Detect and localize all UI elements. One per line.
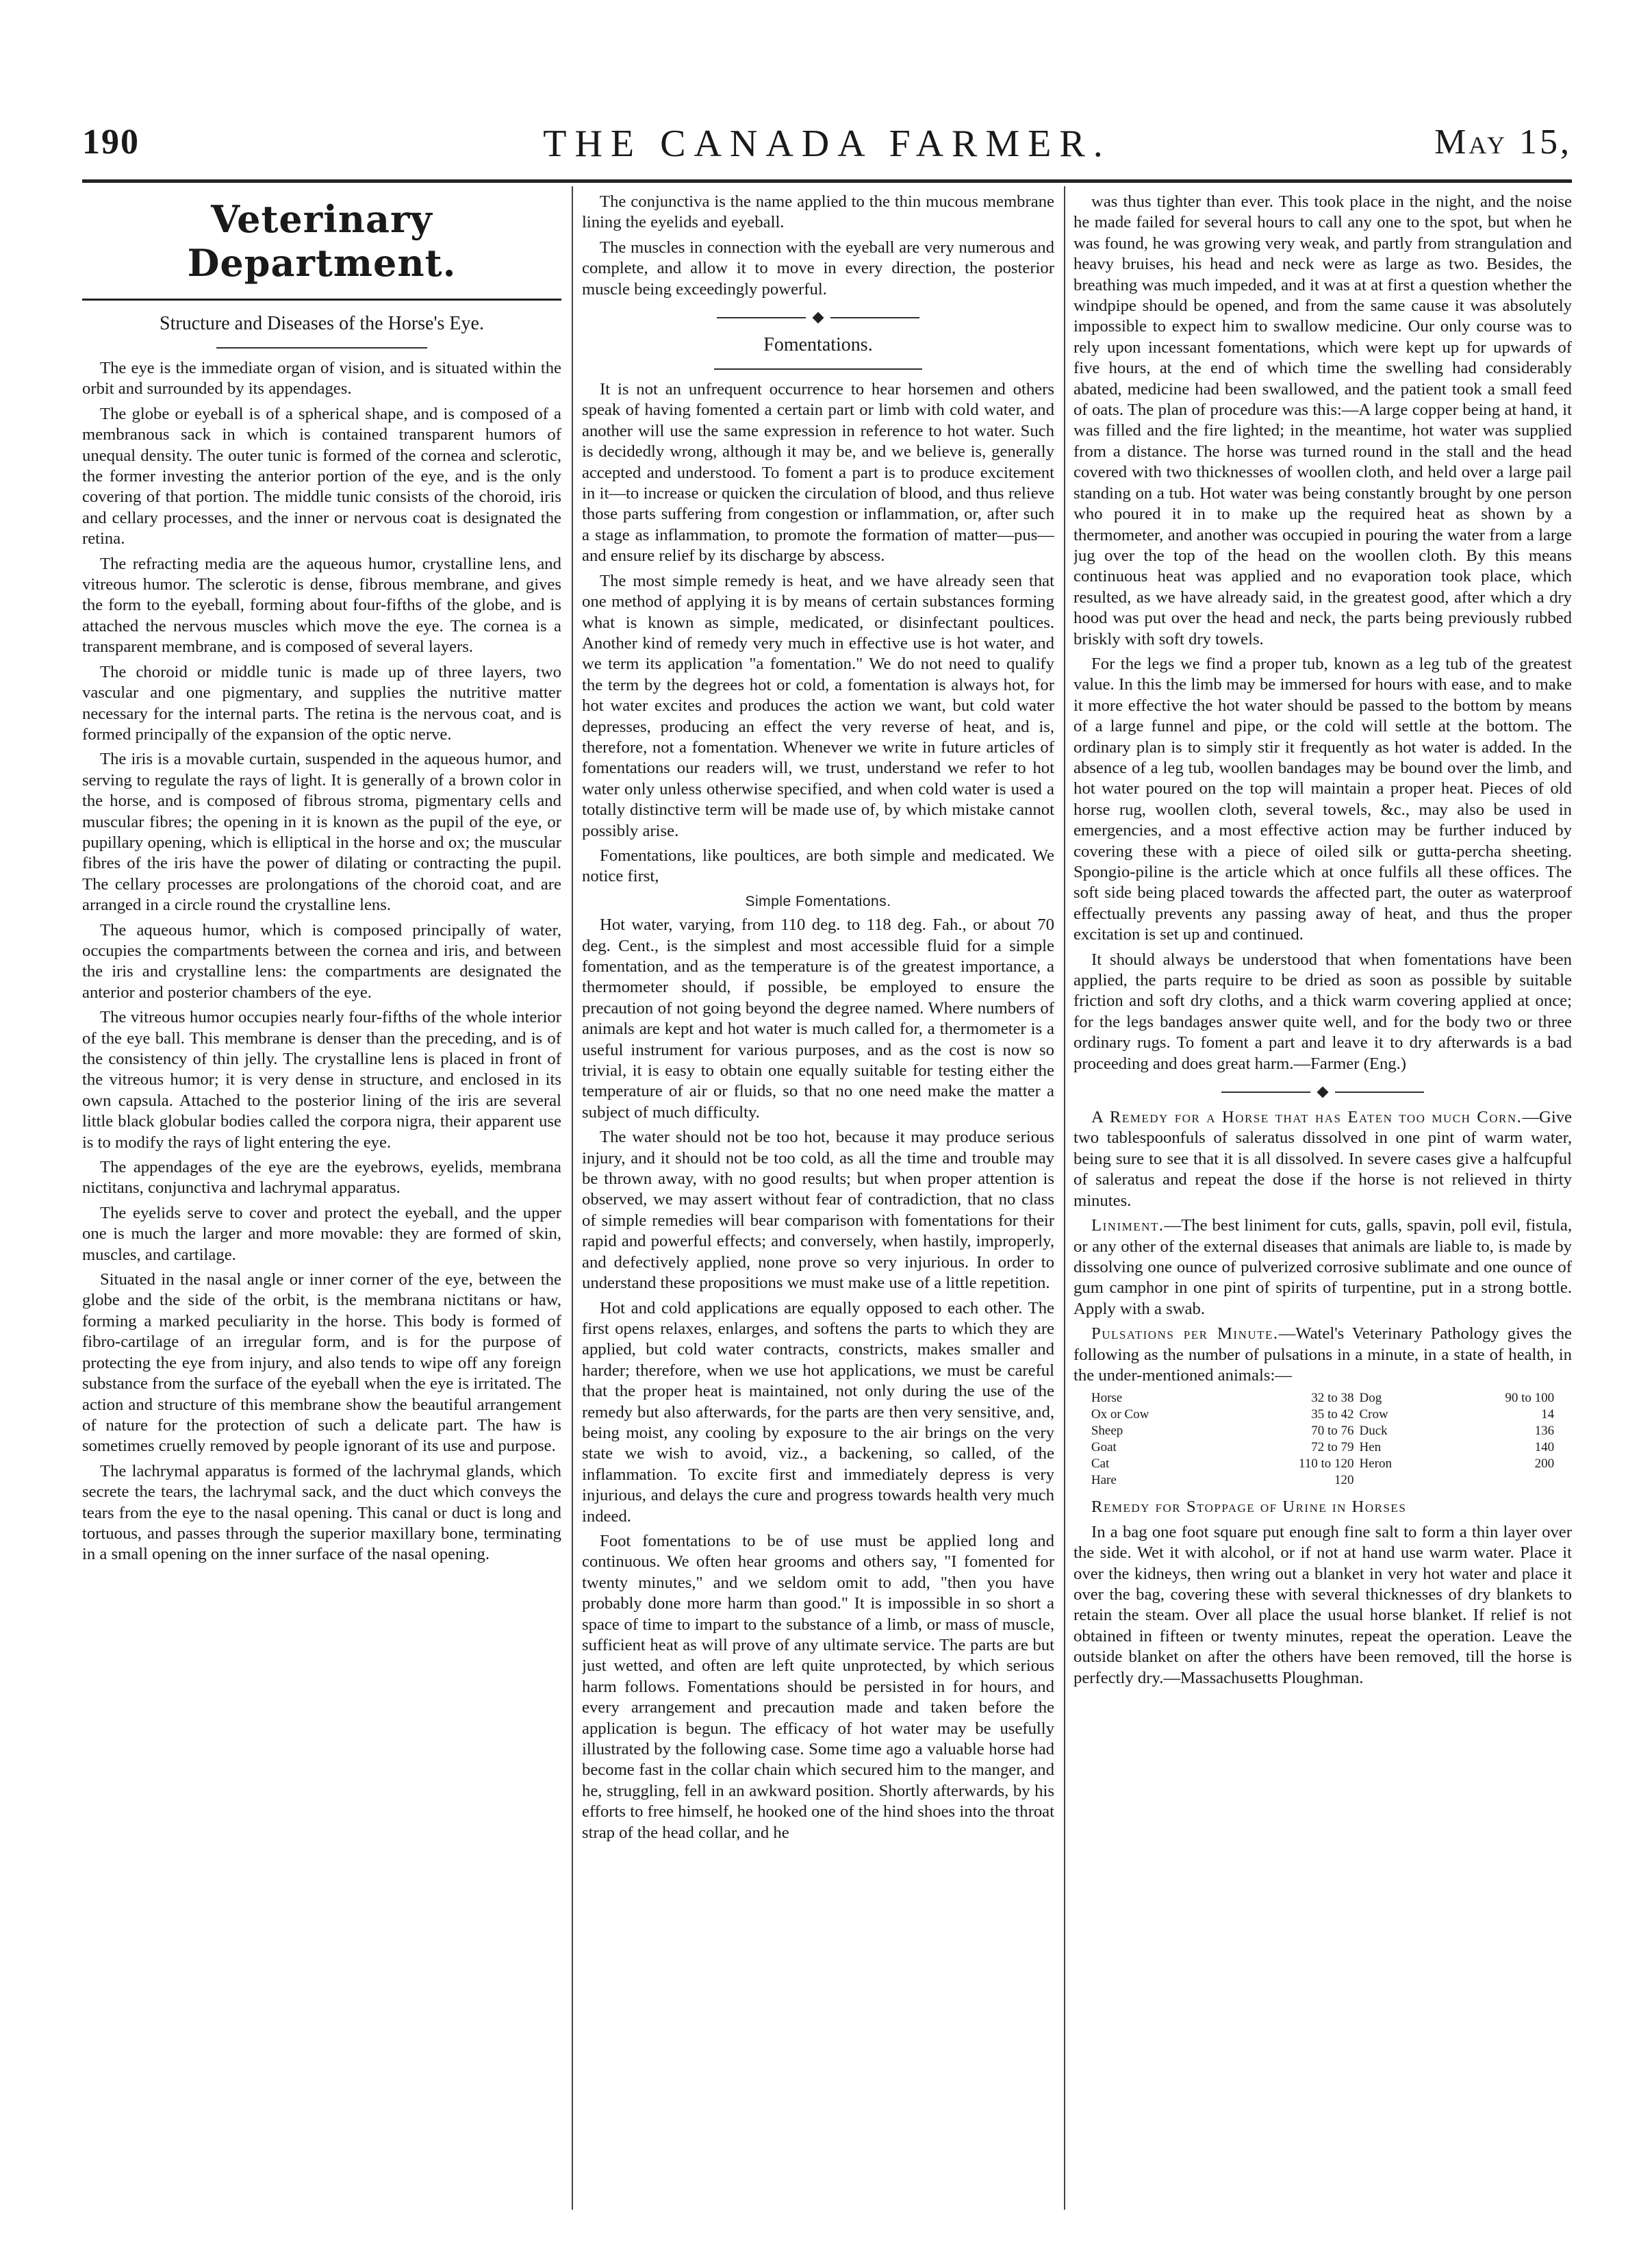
paragraph: The refracting media are the aqueous humor, crystalline lens, and vitreous humor. The sclerotic is dense, fibrous membrane, and gives the form to the eyeball, forming about four-fifths of the globe, and is attached the nervous muscles which move the eye. The cornea is a transparent membrane, and is composed of several layers.: [82, 554, 561, 657]
liniment-paragraph: [1073, 1215, 1572, 1320]
paragraph: The most simple remedy is heat, and we have already seen that one method of applying it is by means of certain substances forming what is known as simple, medicated, or disinfectant poultices. Another kind of remedy very much in effective use is hot water, and we term its application "a fomentation." We do not need to qualify the term by the degrees hot or cold, a fomentation is always hot, for hot water excites and produces the action we want, but cold water depresses, producing an effect the very reverse of heat, and is, therefore, not a fomentation. Whenever we write in future articles of fomentations our readers will, we trust, understand we refer to hot water only unless otherwise specified, and when cold water is used a totally distinctive term will be made use of, by which mistake cannot possibly arise.: [582, 571, 1054, 840]
pulse-range: 35 to 42: [1311, 1407, 1354, 1422]
paragraph: Hot water, varying, from 110 deg. to 118 deg. Fah., or about 70 deg. Cent., is the simplest and most accessible fluid for a simple fomentation, and as the temperature is of the greatest importance, a thermometer should, if possible, be employed to ensure the precaution of not going beyond the degree named. Where numbers of animals are kept and hot water is much called for, a thermometer is a useful instrument for various purposes, and as the cost is now so trivial, it is easy to obtain one equally suitable for testing either the temperature of air or fluids, so that no one need make the matter a subject of much difficulty.: [582, 916, 1054, 1122]
issue-date: May 15,: [1434, 123, 1572, 162]
pulse-range: 200: [1534, 1456, 1555, 1472]
table-row: [1089, 1423, 1557, 1439]
pulse-range: 32 to 38: [1311, 1391, 1354, 1406]
section-divider: [1073, 1084, 1572, 1098]
table-row: [1089, 1390, 1557, 1406]
column-divider: [1064, 186, 1065, 2210]
paragraph: Situated in the nasal angle or inner corner of the eye, between the globe and the side of the orbit, is the membrana nictitans or haw, forming a marked peculiarity in the horse. This body is formed of fibro-cartilage of an irregular form, and is for the purpose of protecting the eye from injury, and also tends to wipe off any foreign substance from the surface of the eyeball when the eye is irritated. The action and structure of this membrane show the beautiful arrangement of nature for the protection of such a delicate part. The haw is sometimes cruelly removed by people ignorant of its use and purpose.: [82, 1270, 561, 1456]
paragraph: It should always be understood that when fomentations have been applied, the parts require to be dried as soon as possible by suitable friction and soft dry cloths, and a thick warm covering applied at once; for the legs bandages answer quite well, and for the body two or three ordinary rugs. To foment a part and leave it to dry afterwards is a bad proceeding and does great harm.—Farmer (Eng.): [1073, 950, 1572, 1073]
item-title: A Remedy for a Horse that has Eaten too much Corn.: [1091, 1108, 1523, 1127]
item-title: Pulsations per Minute.: [1091, 1324, 1279, 1343]
pulsations-paragraph: [1073, 1324, 1572, 1386]
title-rule: [216, 347, 427, 349]
page-number: 190: [82, 123, 140, 162]
remedy-corn-paragraph: [1073, 1107, 1572, 1211]
animal-name: Ox or Cow: [1091, 1407, 1149, 1422]
pulse-range: 136: [1534, 1424, 1555, 1439]
paragraph: The vitreous humor occupies nearly four-fifths of the whole interior of the eye ball. This membrane is denser than the preceding, and is of the consistency of thin jelly. The crystalline lens is placed in front of the vitreous humor; it is very dense in structure, and enclosed in its own capsula. Attached to the posterior lining of the iris are several little black globular bodies called the corpora nigra, their apparent use is to modify the rays of light entering the eye.: [82, 1008, 561, 1152]
paragraph: The eye is the immediate organ of vision, and is situated within the orbit and surrounded by its appendages.: [82, 359, 561, 399]
masthead: [82, 118, 1572, 179]
pulse-range: 140: [1534, 1440, 1555, 1455]
title-rule: [714, 368, 922, 370]
column-1: [82, 192, 561, 2201]
paragraph: The water should not be too hot, because it may produce serious injury, and it should not be too cold, as all the time and trouble may be thrown away, with no good results; but when proper attention is observed, we may assert without fear of contradiction, that no class of simple remedies will bear comparison with fomentations for their rapid and powerful effects; and conversely, when hastily, improperly, and defectively applied, none prove so very injurious. In order to understand these propositions we must make use of a little repetition.: [582, 1128, 1054, 1293]
paragraph: Foot fomentations to be of use must be applied long and continuous. We often hear grooms and others say, "I fomented for twenty minutes," and we seldom omit to add, "then you have probably done more harm than good." It is impossible in so short a space of time to impart to the substance of a limb, or mass of muscle, sufficient heat as will prove of any ultimate service. The parts are but just wetted, and often are left quite unprotected, by which serious harm follows. Fomentations should be persisted in for hours, and every arrangement and precaution made and taken before the application is begun. The efficacy of hot water may be usefully illustrated by the following case. Some time ago a valuable horse had become fast in the collar chain which secured him to the manger, and he, struggling, fell in an awkward position. Shortly afterwards, by his efforts to free himself, he hooked one of the hind shoes into the throat strap of the head collar, and he: [582, 1531, 1054, 1842]
paragraph: The aqueous humor, which is composed principally of water, occupies the compartments between the cornea and iris, and between the iris and crystalline lens: the compartments are designated the anterior and posterior chambers of the eye.: [82, 920, 561, 1002]
heading-rule: [82, 299, 561, 301]
column-divider: [572, 186, 573, 2210]
paragraph: The conjunctiva is the name applied to the thin mucous membrane lining the eyelids and eyeball.: [582, 192, 1054, 232]
masthead-rule: [82, 179, 1572, 183]
pulsation-table: [1089, 1390, 1557, 1489]
paragraph: Fomentations, like poultices, are both simple and medicated. We notice first,: [582, 846, 1054, 886]
paragraph: The appendages of the eye are the eyebrows, eyelids, membrana nictitans, conjunctiva and lachrymal apparatus.: [82, 1158, 561, 1198]
item-text: —The best liniment for cuts, galls, spavin, poll evil, fistula, or any other of the external diseases that animals are liable to, is made by dissolving one ounce of pulverized corrosive sublimate and one ounce of gum camphor in one pint of spirits of turpentine, put in a strong bottle. Apply with a swab.: [1073, 1216, 1572, 1318]
item-text: —Watel's Veterinary Pathology gives the following as the number of pulsations in a minute, in a state of health, in the under-mentioned animals:—: [1073, 1324, 1572, 1385]
department-heading: Veterinary Department.: [187, 197, 457, 285]
item-title: Liniment.: [1091, 1216, 1165, 1235]
paragraph: The iris is a movable curtain, suspended in the aqueous humor, and serving to regulate the rays of light. It is generally of a brown color in the horse, and is composed of fibrous stroma, pigmentary cells and muscular fibres; the opening in it is known as the pupil of the eye, or pupillary opening, which is elliptical in the horse and ox; the muscular fibres of the iris have the power of dilating or contracting the pupil. The cellary processes are prolongations of the choroid coat, and are arranged in a circle round the crystalline lens.: [82, 750, 561, 915]
animal-name: Hare: [1091, 1473, 1117, 1488]
pulse-range: 70 to 76: [1311, 1424, 1354, 1439]
animal-name: [1356, 1472, 1438, 1489]
pulse-range: 110 to 120: [1298, 1456, 1354, 1472]
animal-name: Crow: [1359, 1407, 1388, 1422]
sub-heading: Simple Fomentations.: [745, 893, 891, 909]
paragraph: was thus tighter than ever. This took place in the night, and the noise he made failed for several hours to call any one to the spot, but when he was found, he was growing very weak, and partly from strangulation and heavy bruises, his head and neck were as large as two. Besides, the breathing was much impeded, and it was at at first a question whether the windpipe should be opened, and from the same cause it was absolutely impossible to expect him to swallow medicine. Our only course was to rely upon incessant fomentations, which were kept up for upwards of five hours, at the end of which time the swelling had considerably abated, medicine had been swallowed, and the patient took a small feed of oats. The plan of procedure was this:—A large copper being at hand, it was filled and the fire lighted; in the meantime, hot water was supplied from a distance. The horse was turned round in the stall and the head covered with two thicknesses of woollen cloth, and held over a large pail standing on a tub. Hot water was being constantly brought by one person who poured it in to make up the required heat as shown by a thermometer, and another was occupied in pouring the water from a large jug over the top of the head on the woollen cloth. By this means continuous heat was applied and no evaporation took place, which resulted, as we have already said, in the greatest good, after which a dry hood was put over the head and neck, the parts being previously rubbed briskly with soft dry towels.: [1073, 192, 1572, 648]
paragraph: The globe or eyeball is of a spherical shape, and is composed of a membranous sack in which is contained transparent humors of unequal density. The outer tunic is formed of the cornea and sclerotic, the former investing the anterior portion of the eye, and is the only covering of that portion. The middle tunic consists of the choroid, iris and cellary processes, and the inner or nervous coat is designated the retina.: [82, 404, 561, 548]
urine-remedy-heading: [1073, 1497, 1572, 1517]
paragraph: It is not an unfrequent occurrence to hear horsemen and others speak of having fomented a certain part or limb with cold water, and another will use the same expression in reference to hot water. Such is decidedly wrong, although it may be, and we believe is, generally accepted and understood. To foment a part is to produce excitement in it—to increase or quicken the circulation of blood, and thus relieve those parts suffering from congestion or inflammation, or, after such a stage as inflammation, to promote the formation of matter—pus—and ensure relief by its discharge by abscess.: [582, 380, 1054, 566]
paragraph: The choroid or middle tunic is made up of three layers, two vascular and one pigmentary, and supplies the nutritive matter necessary for the internal parts. The retina is the nervous coat, and is formed principally of the expansion of the optic nerve.: [82, 662, 561, 744]
paragraph: The muscles in connection with the eyeball are very numerous and complete, and allow it to move in every direction, the posterior muscle being exceedingly powerful.: [582, 238, 1054, 299]
animal-name: Dog: [1359, 1391, 1382, 1406]
paragraph: For the legs we find a proper tub, known as a leg tub of the greatest value. In this the limb may be immersed for hours with ease, and to make it more effective the hot water should be passed to the bottom by means of a large funnel and pipe, or the cold will settle at the bottom. The ordinary plan is to simply stir it frequently as hot water is added. In the absence of a leg tub, woollen bandages may be bound over the limb, and hot water poured on the top will maintain a proper heat. Pieces of old horse rug, woollen cloth, several towels, &c., may also be used in emergencies, and a most effective action may be further induced by covering these with a piece of oiled silk or gutta-percha sheeting. Spongio-piline is the article which at once fulfils all these offices. The soft side being placed towards the affected part, the outer as waterproof effectually prevents any passing away of heat, and thus the proper excitation is set up and continued.: [1073, 654, 1572, 944]
pulse-range: 72 to 79: [1311, 1440, 1354, 1455]
article-title: Fomentations.: [763, 334, 873, 356]
animal-name: Horse: [1091, 1391, 1123, 1406]
table-row: [1089, 1472, 1557, 1489]
pulse-range: 90 to 100: [1505, 1391, 1555, 1406]
table-row: [1089, 1406, 1557, 1423]
animal-name: Cat: [1091, 1456, 1110, 1472]
newspaper-title: THE CANADA FARMER.: [543, 123, 1111, 165]
animal-name: Hen: [1359, 1440, 1382, 1455]
paragraph: The eyelids serve to cover and protect the eyeball, and the upper one is much the larger and more movable: they are formed of skin, muscles, and cartilage.: [82, 1203, 561, 1264]
item-title: Remedy for Stoppage of Urine in Horses: [1091, 1498, 1407, 1517]
animal-name: Duck: [1359, 1424, 1388, 1439]
animal-name: Goat: [1091, 1440, 1117, 1455]
table-row: [1089, 1439, 1557, 1456]
animal-name: Heron: [1359, 1456, 1392, 1472]
item-text: —Give two tablespoonfuls of saleratus dissolved in one pint of warm water, being sure to see that it is all dissolved. In severe cases give a halfcupful of saleratus and repeat the dose if the horse is not relieved in thirty minutes.: [1073, 1108, 1572, 1210]
animal-name: Sheep: [1091, 1424, 1123, 1439]
pulse-range: 120: [1334, 1473, 1354, 1488]
column-2: [582, 192, 1054, 2201]
section-divider: [582, 310, 1054, 323]
pulse-range: [1439, 1472, 1558, 1489]
paragraph: The lachrymal apparatus is formed of the lachrymal glands, which secrete the tears, the lachrymal sack, and the duct which conveys the tears from the eye to the nasal opening. This canal or duct is long and tortuous, and passes through the superior maxillary bone, terminating in a small opening on the inner surface of the nasal opening.: [82, 1461, 561, 1564]
paragraph: Hot and cold applications are equally opposed to each other. The first opens relaxes, enlarges, and softens the parts to which they are applied, but cold water contracts, constricts, makes smaller and harder; therefore, when we use hot applications, we must be careful that the proper heat is maintained, not only during the use of the remedy but also afterwards, for the parts are then very sensitive, and, being moist, any cooling by exposure to the air brings on the very state we wish to avoid, viz., a backening, so called, of the inflammation. To excite first and immediately depress is very injurious, and delays the cure and progress towards health very much indeed.: [582, 1298, 1054, 1526]
column-3: [1073, 192, 1572, 2201]
table-row: [1089, 1456, 1557, 1472]
article-title: Structure and Diseases of the Horse's Eye.: [160, 313, 484, 334]
urine-remedy-paragraph: In a bag one foot square put enough fine salt to form a thin layer over the side. Wet it with alcohol, or if not at hand use warm water. Place it over the kidneys, then wring out a blanket in very hot water and place it over the bag, covering these with several thicknesses of dry blankets to retain the steam. Over all place the usual horse blanket. If relief is not obtained in fifteen or twenty minutes, repeat the operation. Leave the outside blanket on after the others have been removed, till the horse is perfectly dry.—Massachusetts Ploughman.: [1073, 1522, 1572, 1687]
pulse-range: 14: [1541, 1407, 1555, 1422]
